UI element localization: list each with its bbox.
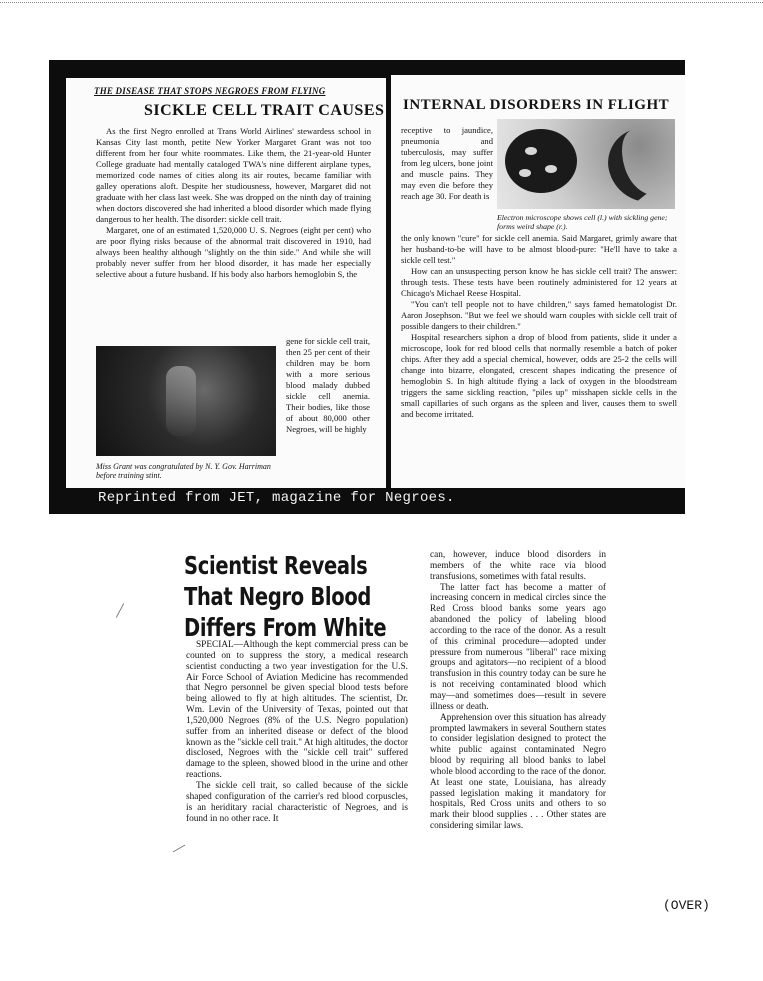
clipping-left-side-text: gene for sickle cell trait, then 25 per cent of their children may be born with a more serious blood malady dubbed sickle cell anemia. Their bodies, like those of about 80,000 other Negroes, will be highly [286, 336, 370, 434]
reprint-credit: Reprinted from JET, magazine for Negroes. [98, 490, 455, 506]
article-headline [184, 550, 387, 643]
clipping-left-column [66, 78, 386, 488]
clipping-right-paragraph: the only known "cure" for sickle cell anemia. Said Margaret, grimly aware that her husband-to-be will have to be almost blood-pure: "He'll have to take a sickle cell test." [401, 233, 677, 265]
article-paragraph: The latter fact has become a matter of increasing concern in medical circles since the Red Cross blood banks some years ago abandoned the policy of labeling blood according to the race of the donor. As a result of this criminal procedure—adopted under pressure from numerous "liberal" race mixing groups and agitators—no recipient of a blood transfusion in this country today can be sure he is not receiving contaminated blood which may—and sometimes does—result in severe illness or death. [430, 582, 606, 712]
clipping-right-headline: INTERNAL DISORDERS IN FLIGHT [403, 97, 670, 113]
clipping-kicker: THE DISEASE THAT STOPS NEGROES FROM FLYING [94, 86, 326, 96]
article-headline-line: Scientist Reveals [184, 551, 368, 580]
article-column-1 [186, 640, 408, 824]
clipping-left-headline: SICKLE CELL TRAIT CAUSES [144, 102, 385, 119]
clipping-left-paragraph: As the first Negro enrolled at Trans World Airlines' stewardess school in Kansas City last month, petite New Yorker Margaret Grant was not too different from her four white roommates. Like them, the 21-year-old Hunter College graduate had mentally cataloged TWA's nine different airplane types, memorized code names of cities along its air routes, became familiar with galley operations aloft. Despite her studiousness, however, Margaret did not graduate with her class last week. She was dropped on the ninth day of training when doctors discovered she had inherited a blood disorder which made flying dangerous to her health. The disorder: sickle cell trait. [96, 126, 371, 224]
clipping-right-paragraph: How can an unsuspecting person know he has sickle cell trait? The answer: through tests. These tests have been routinely administered for 12 years at Chicago's Michael Reese Hospital. [401, 266, 677, 298]
clipping-right-body [401, 233, 677, 420]
clipping-right-paragraph: Hospital researchers siphon a drop of blood from patients, slide it under a microscope, look for red blood cells that normally resemble a batch of poker chips. After they add a special chemical, however, odds are 25-2 the cells will change into bizarre, elongated, crescent shapes indicating the presence of hemoglobin S. In high altitude flying a lack of oxygen in the bloodstream triggers the same sickling reaction, "piles up" misshapen sickle cells in the small capillaries of such organs as the spleen and liver, causes them to swell and become irritated. [401, 332, 677, 419]
clipping-right-top-text: receptive to jaundice, pneumonia and tuberculosis, may suffer from leg ulcers, bone joint and muscle pains. They may even die before they reach age 30. For death is [401, 125, 493, 201]
microscope-caption: Electron microscope shows cell (l.) with sickling gene; forms weird shape (r.). [497, 213, 668, 231]
clipping-right-column [391, 75, 685, 488]
article-paragraph: The sickle cell trait, so called because of the sickle shaped configuration of the carrier's red blood corpuscles, is an heriditary racial characteristic of Negroes, and is found in no other race. It [186, 780, 408, 824]
article-headline-line: That Negro Blood [184, 582, 372, 611]
photo-caption: Miss Grant was congratulated by N. Y. Gov. Harriman before training stint. [96, 462, 271, 480]
page-edge-dotted-line [0, 2, 763, 3]
photo-margaret-grant [96, 346, 276, 456]
sickle-cell-image [599, 117, 685, 213]
round-cell-image [505, 129, 577, 193]
clipping-right-paragraph: "You can't tell people not to have children," says famed hematologist Dr. Aaron Josephson. "But we feel we should warn couples with sickle cell trait of possible dangers to their children." [401, 299, 677, 331]
article-paragraph: can, however, induce blood disorders in members of the white race via blood transfusions, sometimes with fatal results. [430, 550, 606, 582]
over-note: (OVER) [663, 898, 710, 913]
electron-microscope-photo [497, 119, 675, 209]
clipping-left-body [96, 126, 371, 280]
article-column-2 [430, 550, 606, 832]
clipping-left-paragraph: Margaret, one of an estimated 1,520,000 U. S. Negroes (eight per cent) who are poor flying risks because of the abnormal trait discovered in 1910, had always been healthy although "slightly on the thin side." And while she will probably never suffer from her blood disorder, it has made her especially selective about a future husband. If his body also harbors hemoglobin S, the [96, 225, 371, 279]
article-headline-line: Differs From White [184, 613, 387, 642]
pencil-mark [116, 603, 124, 618]
pencil-mark [173, 845, 186, 853]
article-paragraph: SPECIAL—Although the kept commercial press can be counted on to suppress the story, a medical research scientist conducting a two year investigation for the U.S. Air Force School of Aviation Medicine has recommended that Negro personnel be given special blood tests before being allowed to fly at high altitudes. The scientist, Dr. Wm. Levin of the University of Texas, pointed out that 1,520,000 Negroes (8% of the U.S. Negro population) suffer from an inherited disease or defect of the blood known as the "sickle cell trait." At high altitudes, the doctor disclosed, Negroes with the "sickle cell trait" suffered damage to the spleen, showed blood in the urine and other reactions. [186, 640, 408, 781]
article-paragraph: Apprehension over this situation has already prompted lawmakers in several Southern states to consider legislation designed to protect the white public against contaminated Negro blood by requiring all blood banks to label whole blood according to the race of the donor. At least one state, Louisiana, has already passed legislation making it mandatory for hospitals, Red Cross units and others to so mark their blood supplies . . . Other states are considering similar laws. [430, 712, 606, 832]
